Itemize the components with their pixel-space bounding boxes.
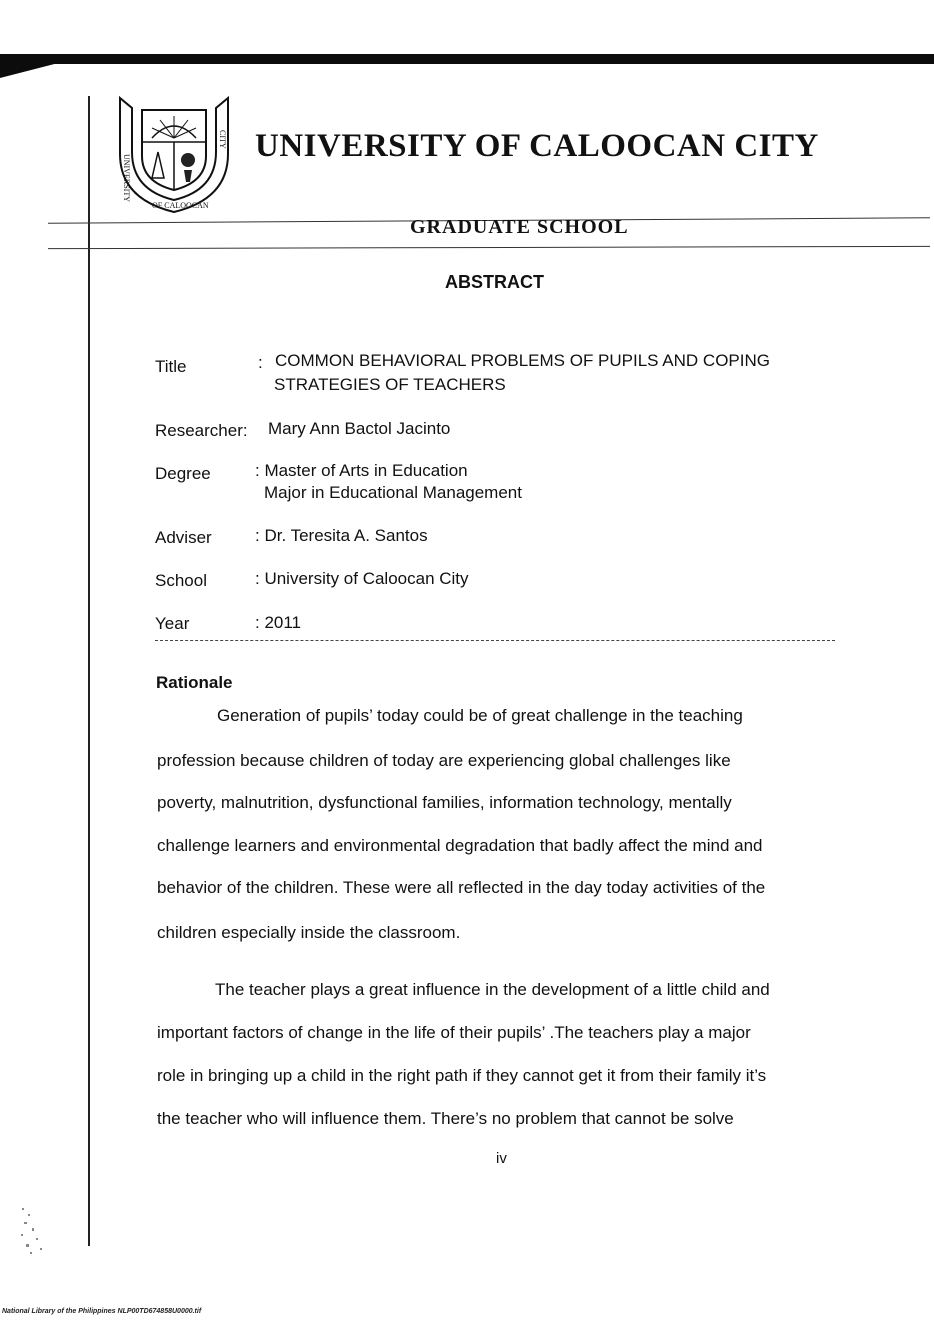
svg-text:UNIVERSITY: UNIVERSITY xyxy=(122,154,131,202)
graduate-school-title: GRADUATE SCHOOL xyxy=(410,216,629,238)
researcher-label: Researcher: xyxy=(155,421,248,440)
left-margin-rule xyxy=(88,96,90,1246)
paragraph-1-line: children especially inside the classroom. xyxy=(157,923,461,942)
scan-footer: National Library of the Philippines NLP00TD674858U0000.tif xyxy=(2,1308,202,1315)
degree-label: Degree xyxy=(155,464,211,483)
paragraph-2-line: The teacher plays a great influence in the development of a little child and xyxy=(215,980,770,999)
title-label: Title xyxy=(155,357,187,376)
svg-text:CITY: CITY xyxy=(218,130,227,149)
paragraph-1-line: profession because children of today are experiencing global challenges like xyxy=(157,751,731,770)
scan-top-band xyxy=(0,54,934,64)
researcher-value: Mary Ann Bactol Jacinto xyxy=(268,419,451,438)
paragraph-2-line: the teacher who will influence them. There’s no problem that cannot be solve xyxy=(157,1109,734,1128)
paragraph-1-line: challenge learners and environmental degradation that badly affect the mind and xyxy=(157,836,763,855)
title-value-line-2: STRATEGIES OF TEACHERS xyxy=(274,375,506,394)
svg-text:OF CALOOCAN: OF CALOOCAN xyxy=(152,201,209,210)
degree-value-line-2: Major in Educational Management xyxy=(264,483,522,502)
abstract-heading: ABSTRACT xyxy=(445,272,544,292)
year-label: Year xyxy=(155,614,190,633)
university-seal xyxy=(112,94,236,216)
degree-value-line-1: : Master of Arts in Education xyxy=(255,461,468,480)
year-value: : 2011 xyxy=(255,613,302,632)
university-name: UNIVERSITY OF CALOOCAN CITY xyxy=(255,128,819,164)
title-value-line-1: COMMON BEHAVIORAL PROBLEMS OF PUPILS AND COPING xyxy=(275,351,770,370)
paragraph-1-line: behavior of the children. These were all reflected in the day today activities of the xyxy=(157,878,766,897)
school-label: School xyxy=(155,571,207,590)
header-rule-lower xyxy=(48,246,930,249)
school-value: : University of Caloocan City xyxy=(255,569,469,588)
scan-top-wedge xyxy=(0,60,70,78)
adviser-label: Adviser xyxy=(155,528,212,547)
paragraph-2-line: important factors of change in the life of their pupils’ .The teachers play a major xyxy=(157,1023,751,1042)
paragraph-1-line: Generation of pupils’ today could be of great challenge in the teaching xyxy=(217,706,743,725)
paragraph-2-line: role in bringing up a child in the right path if they cannot get it from their family it’s xyxy=(157,1066,767,1085)
rationale-heading: Rationale xyxy=(156,673,233,692)
page-number: iv xyxy=(496,1150,507,1167)
adviser-value: : Dr. Teresita A. Santos xyxy=(255,526,428,545)
section-divider xyxy=(155,640,835,641)
title-separator: : xyxy=(258,353,263,372)
scan-speckle xyxy=(18,1200,48,1260)
paragraph-1-line: poverty, malnutrition, dysfunctional families, information technology, mentally xyxy=(157,793,732,812)
